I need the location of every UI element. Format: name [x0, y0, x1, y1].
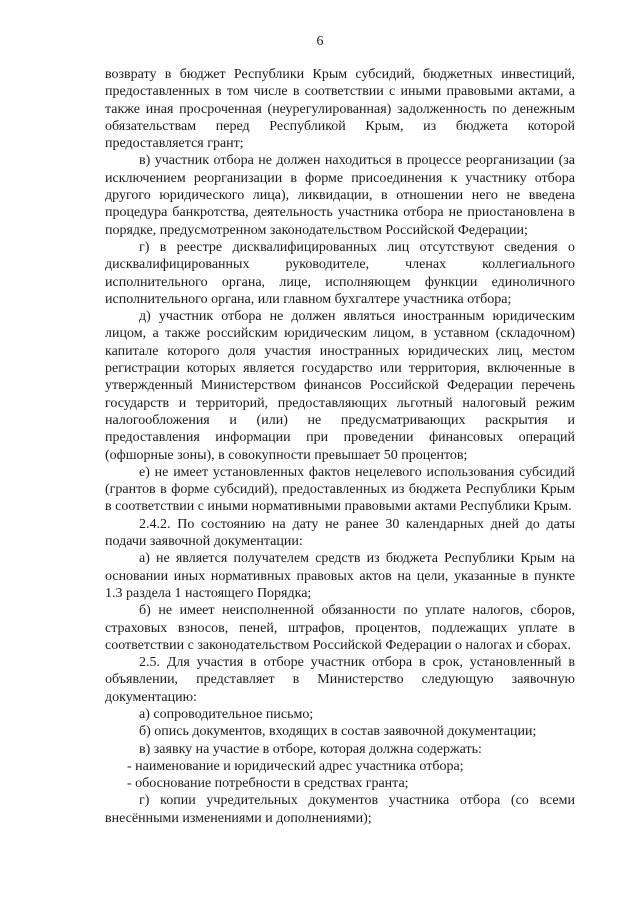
paragraph-item-b: б) не имеет неисполненной обязанности по уплате налогов, сборов, страховых взносов, пеней, штрафов, процентов, подлежащих уплате в соответствии с законодательством Российской Федерации о налогах и сборах.: [105, 603, 575, 653]
list-item-b: б) опись документов, входящих в состав заявочной документации;: [139, 724, 537, 740]
paragraph-item-e: е) не имеет установленных фактов нецелевого использования субсидий (грантов в форме субсидий), предоставленных из бюджета Республики Крым в соответствии с иными нормативными правовыми актами Республики Крым.: [105, 464, 575, 515]
list-item-v: в) заявку на участие в отборе, которая должна содержать:: [139, 741, 482, 757]
list-item-a: а) сопроводительное письмо;: [139, 706, 314, 722]
paragraph-1: возврату в бюджет Республики Крым субсидий, бюджетных инвестиций, предоставленных в том числе в соответствии с иными правовыми актами, а также иная просроченная (неурегулированная) задолженность по денежным обязательствам перед Республикой Крым, из бюджета которой предоставляется грант;: [105, 67, 575, 152]
dash-item-justification: - обоснование потребности в средствах гранта;: [127, 776, 409, 792]
dash-item-name-address: - наименование и юридический адрес участника отбора;: [127, 758, 464, 774]
list-item-g: г) копии учредительных документов участника отбора (со всеми внесёнными изменениями и дополнениями);: [105, 793, 575, 826]
paragraph-2-4-2: 2.4.2. По состоянию на дату не ранее 30 календарных дней до даты подачи заявочной документации:: [105, 516, 575, 550]
paragraph-item-g: г) в реестре дисквалифицированных лиц отсутствуют сведения о дисквалифицированных руководителе, членах коллегиального исполнительного органа, лице, исполняющем функции единоличного исполнительного органа, или главном бухгалтере участника отбора;: [105, 239, 575, 307]
paragraph-item-v: в) участник отбора не должен находиться в процессе реорганизации (за исключением реорганизации в форме присоединения к участнику отбора другого юридического лица), ликвидации, в отношении него не введена процедура банкротства, деятельность участника отбора не приостановлена в порядке, предусмотренном законодательством Российской Федерации;: [105, 153, 575, 238]
paragraph-item-d: д) участник отбора не должен являться иностранным юридическим лицом, а также российским юридическим лицом, в уставном (складочном) капитале которого доля участия иностранных юридических лиц, местом регистрации которых является государство или территория, включенные в утвержденный Министерством финансов Российской Федерации перечень государств и территорий, предоставляющих льготный налоговый режим налогообложения и (или) не предусматривающих раскрытия и предоставления информации при проведении финансовых операций (офшорные зоны), в совокупности превышает 50 процентов;: [105, 309, 575, 463]
page-number: 6: [316, 34, 324, 49]
paragraph-item-a: а) не является получателем средств из бюджета Республики Крым на основании иных нормативных правовых актов на цели, указанные в пункте 1.3 раздела 1 настоящего Порядка;: [105, 551, 575, 601]
paragraph-2-5: 2.5. Для участия в отборе участник отбора в срок, установленный в объявлении, представляет в Министерство следующую заявочную документацию:: [105, 655, 575, 705]
document-body: [105, 66, 575, 827]
